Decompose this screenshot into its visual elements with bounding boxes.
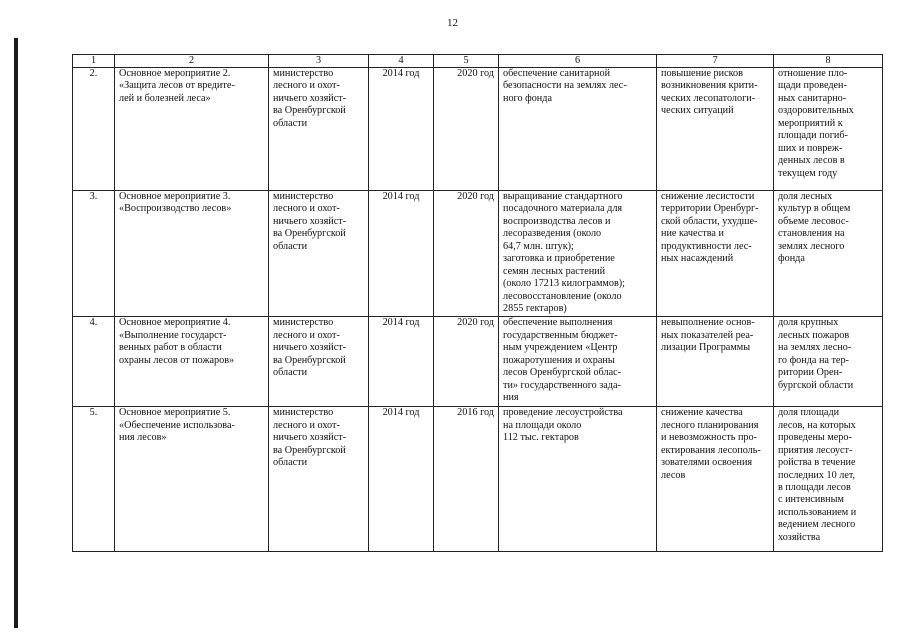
- indicator-cell: доля крупных лесных пожаров на землях лесно- го фонда на тер- ритории Орен- бургской области: [774, 317, 883, 407]
- indicator-cell: отношение пло- щади проведен- ных санитарно- оздоровительных мероприятий к площади погиб- ших и повреж- денных лесов в текущем году: [774, 68, 883, 191]
- row-number-cell: 4.: [73, 317, 115, 407]
- column-header: 1: [73, 55, 115, 68]
- row-number-cell: 2.: [73, 68, 115, 191]
- column-header: 4: [369, 55, 434, 68]
- column-header: 2: [115, 55, 269, 68]
- risks-cell: снижение лесистости территории Оренбург- ской области, ухудше- ние качества и продуктивности лес- ных насаждений: [657, 191, 774, 317]
- column-header: 8: [774, 55, 883, 68]
- end-year-cell: 2016 год: [434, 407, 499, 552]
- indicator-cell: доля лесных культур в общем объеме лесовос- становления на землях лесного фонда: [774, 191, 883, 317]
- column-header: 7: [657, 55, 774, 68]
- expected-result-cell: выращивание стандартного посадочного материала для воспроизводства лесов и лесоразведения (около 64,7 млн. штук); заготовка и приобретение семян лесных растений (около 17213 килограммов); лесовосстановление (около 2855 гектаров): [499, 191, 657, 317]
- program-events-table: [72, 54, 883, 552]
- start-year-cell: 2014 год: [369, 68, 434, 191]
- column-header: 3: [269, 55, 369, 68]
- end-year-cell: 2020 год: [434, 68, 499, 191]
- executor-cell: министерство лесного и охот- ничьего хозяйст- ва Оренбургской области: [269, 191, 369, 317]
- expected-result-cell: обеспечение санитарной безопасности на землях лес- ного фонда: [499, 68, 657, 191]
- binding-edge-line: [14, 38, 18, 628]
- executor-cell: министерство лесного и охот- ничьего хозяйст- ва Оренбургской области: [269, 407, 369, 552]
- end-year-cell: 2020 год: [434, 317, 499, 407]
- risks-cell: невыполнение основ- ных показателей реа- лизации Программы: [657, 317, 774, 407]
- table-row: [73, 407, 883, 552]
- start-year-cell: 2014 год: [369, 191, 434, 317]
- page-number: 12: [447, 17, 458, 29]
- event-name-cell: Основное мероприятие 2. «Защита лесов от вредите- лей и болезней леса»: [115, 68, 269, 191]
- executor-cell: министерство лесного и охот- ничьего хозяйст- ва Оренбургской области: [269, 317, 369, 407]
- column-number-row: [73, 55, 883, 68]
- expected-result-cell: проведение лесоустройства на площади около 112 тыс. гектаров: [499, 407, 657, 552]
- table-row: [73, 191, 883, 317]
- risks-cell: повышение рисков возникновения крити- ческих лесопатологи- ческих ситуаций: [657, 68, 774, 191]
- column-header: 6: [499, 55, 657, 68]
- end-year-cell: 2020 год: [434, 191, 499, 317]
- expected-result-cell: обеспечение выполнения государственным бюджет- ным учреждением «Центр пожаротушения и охраны лесов Оренбургской облас- ти» государственного зада- ния: [499, 317, 657, 407]
- start-year-cell: 2014 год: [369, 407, 434, 552]
- indicator-cell: доля площади лесов, на которых проведены меро- приятия лесоуст- ройства в течение последних 10 лет, в площади лесов с интенсивным использованием и ведением лесного хозяйства: [774, 407, 883, 552]
- table-row: [73, 68, 883, 191]
- event-name-cell: Основное мероприятие 3. «Воспроизводство лесов»: [115, 191, 269, 317]
- row-number-cell: 3.: [73, 191, 115, 317]
- column-header: 5: [434, 55, 499, 68]
- row-number-cell: 5.: [73, 407, 115, 552]
- start-year-cell: 2014 год: [369, 317, 434, 407]
- table-row: [73, 317, 883, 407]
- risks-cell: снижение качества лесного планирования и невозможность про- ектирования лесополь- зователями освоения лесов: [657, 407, 774, 552]
- event-name-cell: Основное мероприятие 5. «Обеспечение использова- ния лесов»: [115, 407, 269, 552]
- executor-cell: министерство лесного и охот- ничьего хозяйст- ва Оренбургской области: [269, 68, 369, 191]
- event-name-cell: Основное мероприятие 4. «Выполнение государст- венных работ в области охраны лесов от пожаров»: [115, 317, 269, 407]
